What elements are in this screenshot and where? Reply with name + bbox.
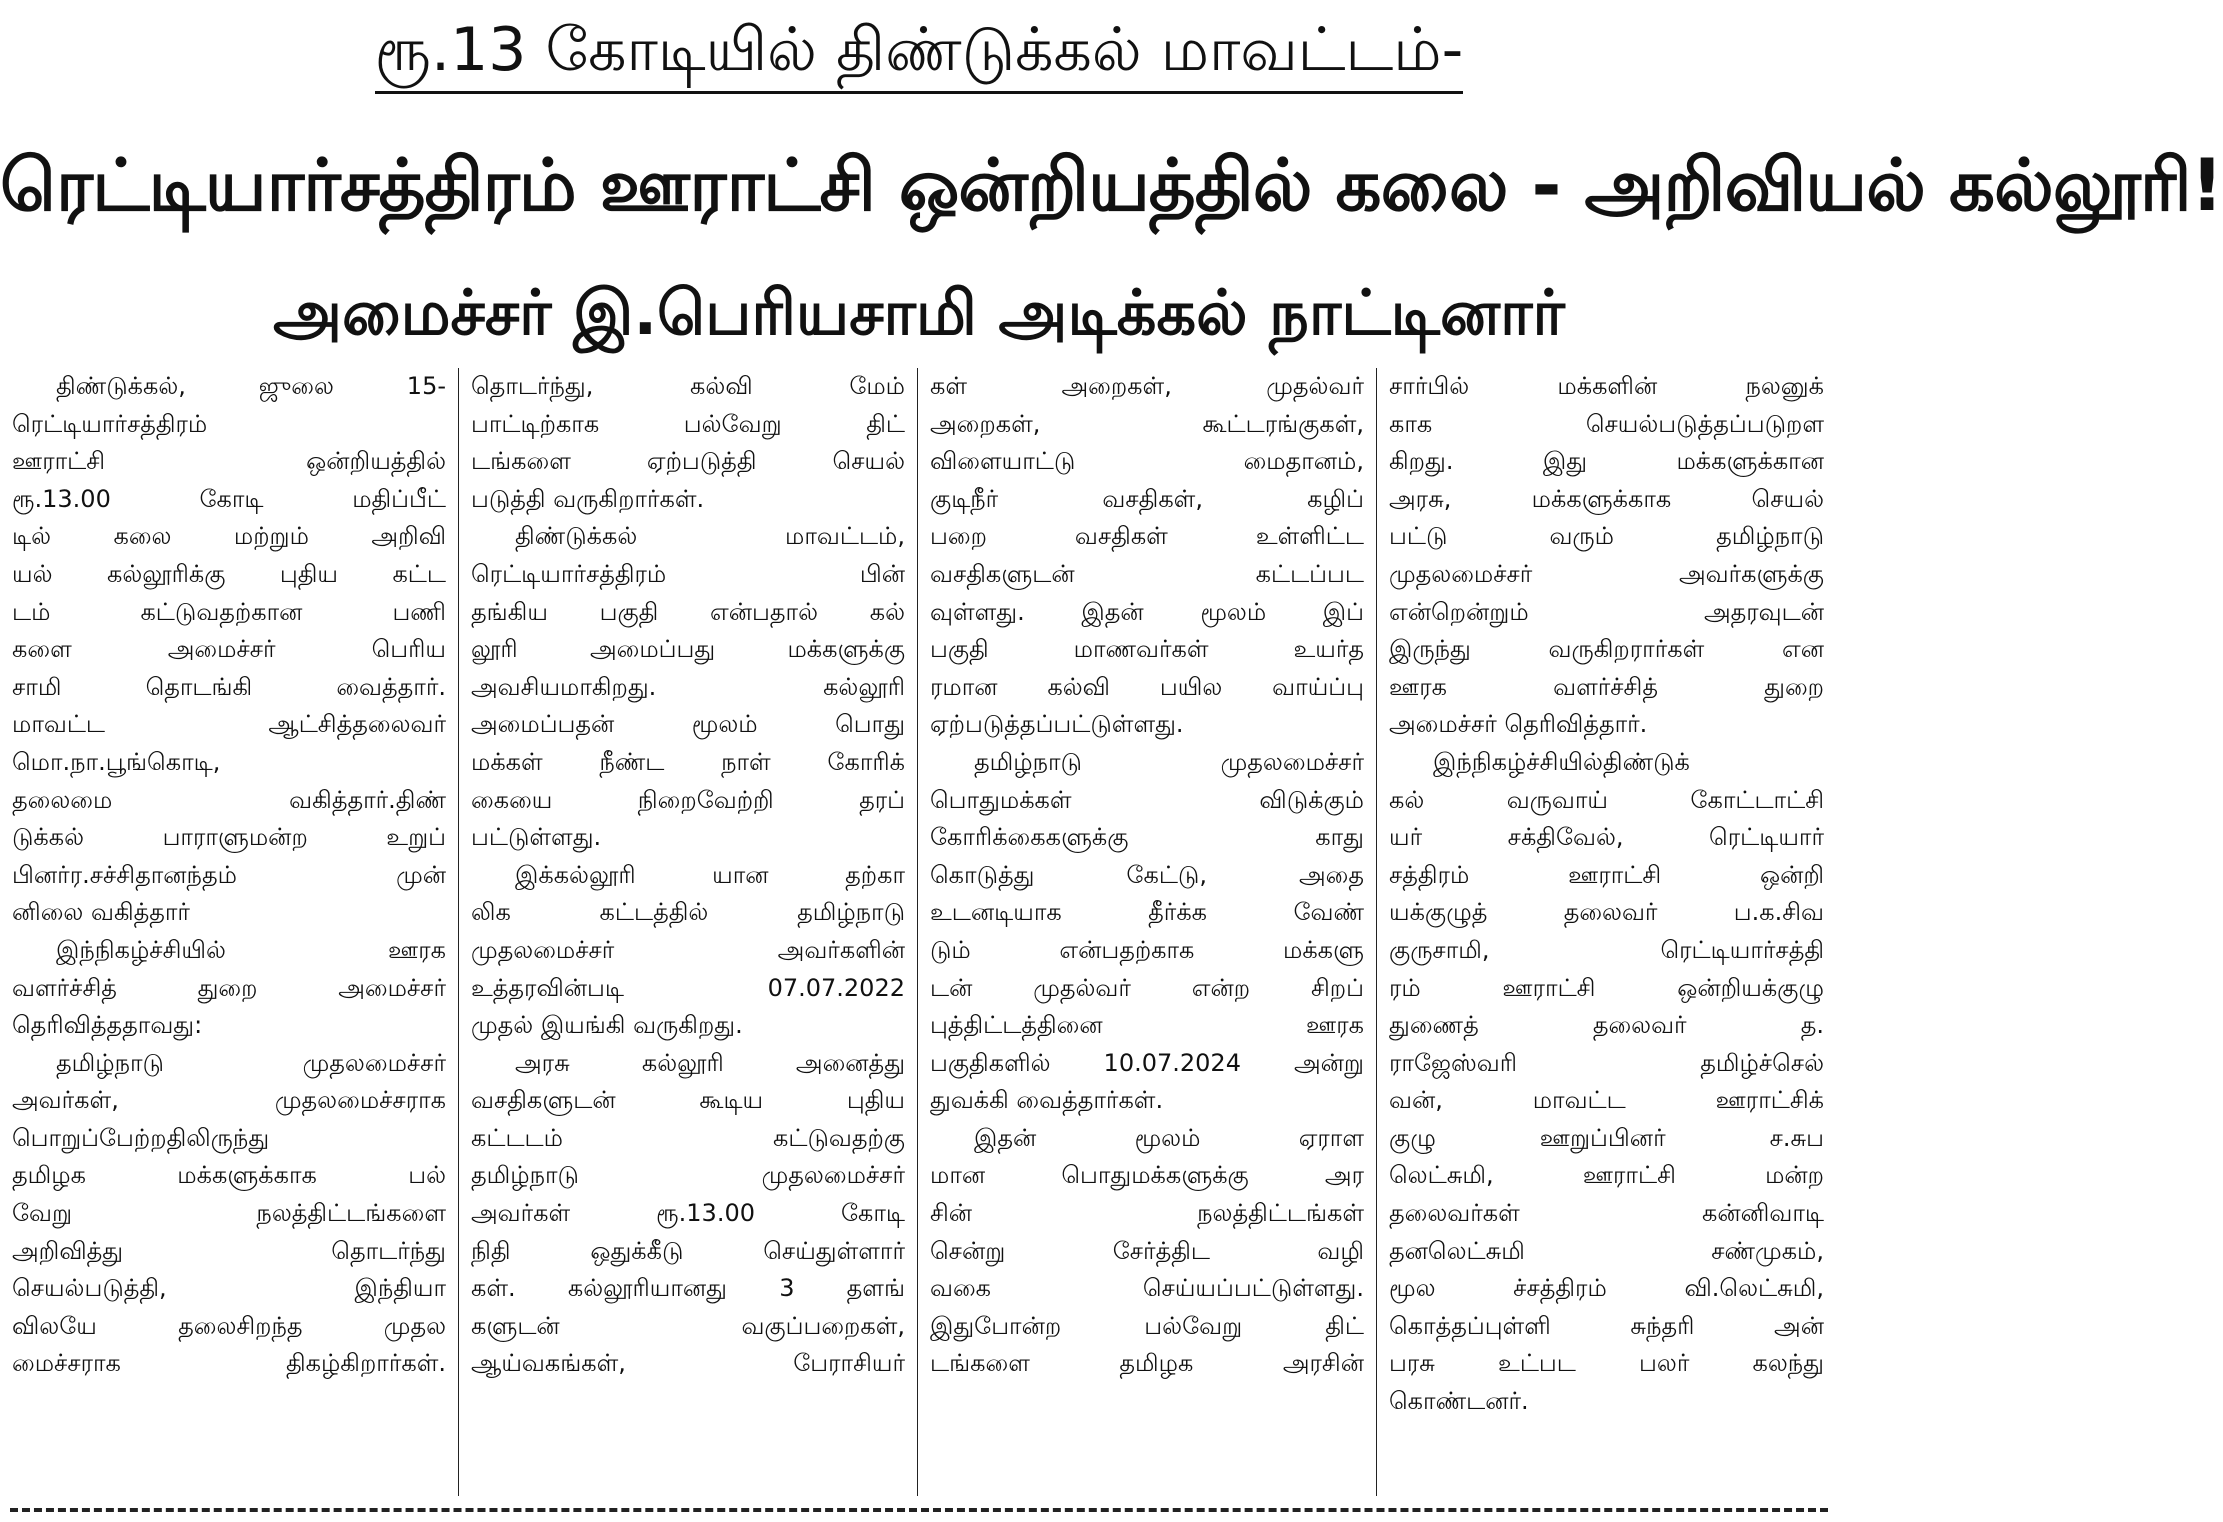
text-line: முதலமைச்சர் அவர்களின் [471,935,905,964]
text-line: அறைகள், கூட்டரங்குகள், [930,409,1364,438]
text-line: ஏற்படுத்தப்பட்டுள்ளது. [930,710,1184,739]
text-line: அரசு கல்லூரி அனைத்து [515,1048,905,1077]
text-line: பாட்டிற்காக பல்வேறு திட் [471,409,905,438]
text-line: டில் கலை மற்றும் அறிவி [12,522,446,551]
text-line: மொ.நா.பூங்கொடி, [12,747,221,776]
text-line: சாமி தொடங்கி வைத்தார். [12,672,446,701]
text-line: கிறது. இது மக்களுக்கான [1389,447,1824,476]
text-line: வசதிகளுடன் கட்டப்பட [930,559,1364,588]
text-line: என்றென்றும் அதரவுடன் [1389,597,1824,626]
text-line: புத்திட்டத்தினை ஊரக [930,1011,1364,1040]
text-line: ரெட்டியார்சத்திரம் பின் [471,559,905,588]
text-line: பகுதி மாணவர்கள் உயர்த [930,635,1364,664]
text-line: இக்கல்லூரி யான தற்கா [515,860,905,889]
text-line: வேறு நலத்திட்டங்களை [12,1199,446,1228]
text-line: தெரிவித்ததாவது: [12,1011,203,1040]
text-line: அவர்கள், முதலமைச்சராக [12,1086,446,1115]
column-1 [0,368,459,1496]
text-line: தமிழ்நாடு முதலமைச்சர் [974,747,1364,776]
text-line: நிதி ஒதுக்கீடு செய்துள்ளார் [471,1236,905,1265]
text-line: ஊரக வளர்ச்சித் துறை [1389,672,1824,701]
text-line: தலைமை வகித்தார்.திண் [12,785,446,814]
text-line: லூரி அமைப்பது மக்களுக்கு [471,635,905,664]
text-line: சென்று சேர்த்திட வழி [930,1236,1364,1265]
text-line: மாவட்ட ஆட்சித்தலைவர் [12,710,446,739]
text-line: சார்பில் மக்களின் நலனுக் [1389,372,1824,400]
text-line: பகுதிகளில் 10.07.2024 அன்று [930,1048,1364,1077]
text-line: மூல ச்சத்திரம் வி.லெட்சுமி, [1389,1274,1824,1303]
text-line: சின் நலத்திட்டங்கள் [930,1199,1364,1228]
text-line: டுக்கல் பாராளுமன்ற உறுப் [12,823,446,852]
text-line: அமைப்பதன் மூலம் பொது [471,710,905,739]
text-line: குடிநீர் வசதிகள், கழிப் [930,484,1364,513]
text-line: டங்களை தமிழக அரசின் [930,1349,1364,1378]
text-line: தமிழ்நாடு முதலமைச்சர் [56,1048,446,1077]
text-line: இந்நிகழ்ச்சியில் ஊரக [56,935,446,964]
text-line: பரசு உட்பட பலர் கலந்து [1389,1349,1824,1378]
text-line: கொடுத்து கேட்டு, அதை [930,860,1364,889]
text-line: யர் சக்திவேல், ரெட்டியார் [1389,823,1824,852]
text-line: டும் என்பதற்காக மக்களு [930,935,1364,964]
text-line: ரூ.13.00 கோடி மதிப்பீட் [12,484,446,513]
text-line: தனலெட்சுமி சண்முகம், [1389,1236,1824,1265]
text-line: சத்திரம் ஊராட்சி ஒன்றி [1389,860,1824,889]
text-line: திண்டுக்கல் மாவட்டம், [515,522,905,551]
article-columns [0,368,1838,1496]
text-line: முதலமைச்சர் அவர்களுக்கு [1389,559,1824,588]
text-line: கள். கல்லூரியானது 3 தளங் [471,1274,905,1303]
text-line: ரம் ஊராட்சி ஒன்றியக்குழு [1389,973,1824,1002]
bottom-dashed-rule [10,1508,1828,1512]
text-line: அவர்கள் ரூ.13.00 கோடி [471,1199,905,1228]
kicker-text: ரூ.13 கோடியில் திண்டுக்கல் மாவட்டம்- [375,9,1463,94]
text-line: படுத்தி வருகிறார்கள். [471,484,705,513]
text-line: மைச்சராக திகழ்கிறார்கள். [12,1349,446,1378]
text-line: வகை செய்யப்பட்டுள்ளது. [930,1274,1364,1303]
text-line: இதன் மூலம் ஏராள [974,1123,1364,1152]
text-line: ஊராட்சி ஒன்றியத்தில் [12,447,446,476]
text-line: உத்தரவின்படி 07.07.2022 [471,973,905,1002]
column-4 [1377,368,1836,1496]
text-line: அரசு, மக்களுக்காக செயல் [1389,484,1824,513]
text-line: பறை வசதிகள் உள்ளிட்ட [930,522,1364,551]
text-line: கொண்டனர். [1389,1387,1529,1416]
text-line: இந்நிகழ்ச்சியில்திண்டுக் [1433,747,1690,776]
text-line: களுடன் வகுப்பறைகள், [471,1311,905,1340]
text-line: வன், மாவட்ட ஊராட்சிக் [1389,1086,1824,1115]
text-line: தொடர்ந்து, கல்வி மேம் [471,372,905,400]
text-line: துவக்கி வைத்தார்கள். [930,1086,1164,1115]
text-line: யக்குழுத் தலைவர் ப.க.சிவ [1389,898,1824,927]
text-line: லிக கட்டத்தில் தமிழ்நாடு [471,898,905,927]
text-line: குருசாமி, ரெட்டியார்சத்தி [1389,935,1824,964]
text-line: செயல்படுத்தி, இந்தியா [12,1274,446,1303]
text-line: னிலை வகித்தார் [12,898,190,927]
text-line: மான பொதுமக்களுக்கு அர [930,1161,1364,1190]
text-line: அமைச்சர் தெரிவித்தார். [1389,710,1648,739]
text-line: விலயே தலைசிறந்த முதல [12,1311,446,1340]
text-line: கொத்தப்புள்ளி சுந்தரி அன் [1389,1311,1824,1340]
text-line: வளர்ச்சித் துறை அமைச்சர் [12,973,446,1002]
text-line: குழு ஊறுப்பினர் ச.சுப [1389,1123,1824,1152]
text-line: தலைவர்கள் கன்னிவாடி [1389,1199,1824,1228]
text-line: பட்டு வரும் தமிழ்நாடு [1389,522,1824,551]
text-line: உடனடியாக தீர்க்க வேண் [930,898,1364,927]
text-line: தமிழக மக்களுக்காக பல் [12,1161,446,1190]
kicker-heading [0,0,1838,100]
text-line: முதல் இயங்கி வருகிறது. [471,1011,743,1040]
text-line: டங்களை ஏற்படுத்தி செயல் [471,447,905,476]
column-3 [918,368,1377,1496]
text-line: வசதிகளுடன் கூடிய புதிய [471,1086,905,1115]
text-line: தங்கிய பகுதி என்பதால் கல் [471,597,905,626]
text-line: பொதுமக்கள் விடுக்கும் [930,785,1364,814]
text-line: பட்டுள்ளது. [471,823,602,852]
text-line: கல் வருவாய் கோட்டாட்சி [1389,785,1824,814]
text-line: கட்டடம் கட்டுவதற்கு [471,1123,905,1152]
text-line: தமிழ்நாடு முதலமைச்சர் [471,1161,905,1190]
text-line: டம் கட்டுவதற்கான பணி [12,597,446,626]
text-line: கோரிக்கைகளுக்கு காது [930,823,1364,852]
text-line: இதுபோன்ற பல்வேறு திட் [930,1311,1364,1340]
main-headline: ரெட்டியார்சத்திரம் ஊராட்சி ஒன்றியத்தில் கலை - அறிவியல் கல்லூரி! [0,143,2223,227]
text-line: ரெட்டியார்சத்திரம் [12,409,208,438]
text-line: களை அமைச்சர் பெரிய [12,635,446,664]
text-line: ரமான கல்வி பயில வாய்ப்பு [930,672,1364,701]
text-line: கையை நிறைவேற்றி தரப் [471,785,905,814]
text-line: டன் முதல்வர் என்ற சிறப் [930,973,1364,1002]
text-line: மக்கள் நீண்ட நாள் கோரிக் [471,747,905,776]
column-2 [459,368,918,1496]
text-line: வுள்ளது. இதன் மூலம் இப் [930,597,1364,626]
text-line: பினர்ர.சச்சிதானந்தம் முன் [12,860,446,889]
text-line: லெட்சுமி, ஊராட்சி மன்ற [1389,1161,1824,1190]
text-line: பொறுப்பேற்றதிலிருந்து [12,1123,270,1152]
text-line: ராஜேஸ்வரி தமிழ்ச்செல் [1389,1048,1824,1077]
text-line: துணைத் தலைவர் த. [1389,1011,1824,1040]
text-line: இருந்து வருகிறரார்கள் என [1389,635,1824,664]
text-line: அவசியமாகிறது. கல்லூரி [471,672,905,701]
text-line: கள் அறைகள், முதல்வர் [930,372,1364,400]
text-line: காக செயல்படுத்தப்படுறள [1389,409,1824,438]
text-line: விளையாட்டு மைதானம், [930,447,1364,476]
sub-headline: அமைச்சர் இ.பெரியசாமி அடிக்கல் நாட்டினார் [273,276,1565,349]
text-line: அறிவித்து தொடர்ந்து [12,1236,446,1265]
text-line: ஆய்வகங்கள், பேராசியர் [471,1349,905,1378]
text-line: திண்டுக்கல், ஜுலை 15- [56,372,446,400]
text-line: யல் கல்லூரிக்கு புதிய கட்ட [12,559,446,588]
